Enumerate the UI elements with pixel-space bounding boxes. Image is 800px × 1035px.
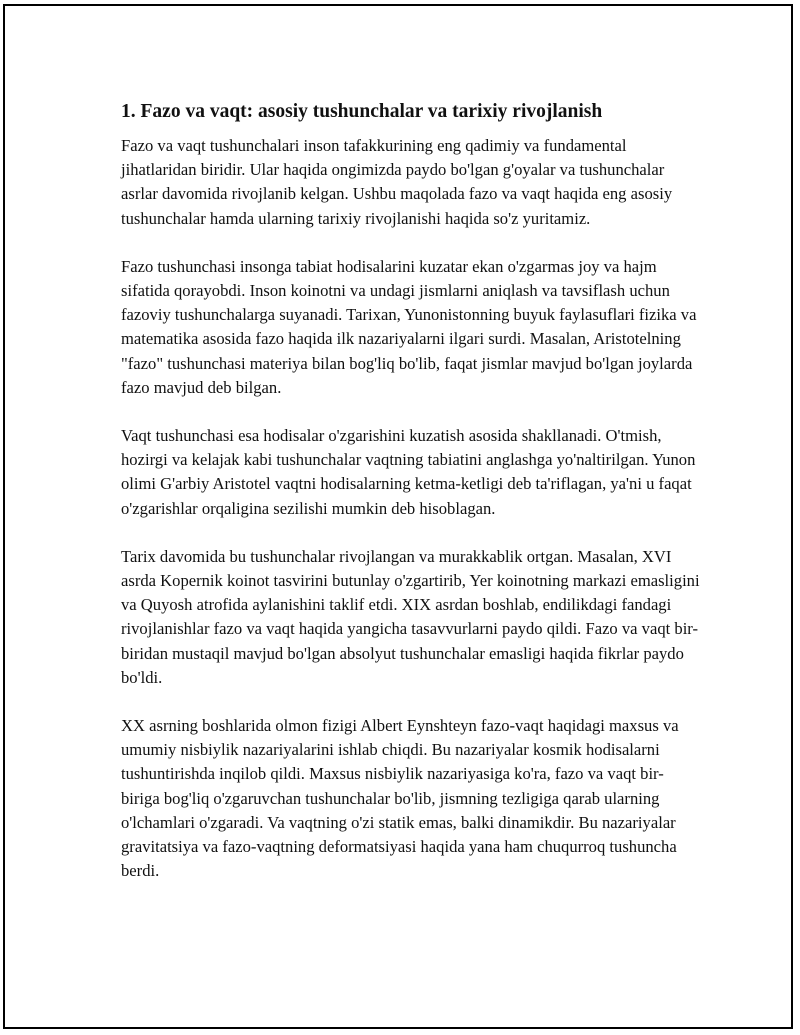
document-page xyxy=(3,4,793,1029)
paragraph-time: Vaqt tushunchasi esa hodisalar o'zgarishini kuzatish asosida shakllanadi. O'tmish, hozirgi va kelajak kabi tushunchalar vaqtning tabiatini anglashga yo'naltirilgan. Yunon olimi G'arbiy Aristotel vaqtni hodisalarning ketma-ketligi deb ta'riflagan, ya'ni u faqat o'zgarishlar orqaligina sezilishi mumkin deb hisoblagan. xyxy=(121,426,696,518)
paragraph-relativity: XX asrning boshlarida olmon fizigi Albert Eynshteyn fazo-vaqt haqidagi maxsus va umumiy nisbiylik nazariyalarini ishlab chiqdi. Bu nazariyalar kosmik hodisalarni tushuntirishda inqilob qildi. Maxsus nisbiylik nazariyasiga ko'ra, fazo va vaqt bir-biriga bog'liq o'zgaruvchan tushunchalar bo'lib, jismning tezligiga qarab ularning o'lchamlari o'zgaradi. Va vaqtning o'zi statik emas, balki dinamikdir. Bu nazariyalar gravitatsiya va fazo-vaqtning deformatsiyasi haqida yana ham chuqurroq tushuncha berdi. xyxy=(121,716,679,881)
document-body xyxy=(121,99,701,907)
paragraph-intro: Fazo va vaqt tushunchalari inson tafakkurining eng qadimiy va fundamental jihatlaridan biridir. Ular haqida ongimizda paydo bo'lgan g'oyalar va tushunchalar asrlar davomida rivojlanib kelgan. Ushbu maqolada fazo va vaqt haqida eng asosiy tushunchalar hamda ularning tarixiy rivojlanishi haqida so'z yuritamiz. xyxy=(121,136,673,228)
paragraph-space: Fazo tushunchasi insonga tabiat hodisalarini kuzatar ekan o'zgarmas joy va hajm sifatida qorayobdi. Inson koinotni va undagi jismlarni aniqlash va tavsiflash uchun fazoviy tushunchalarga suyanadi. Tarixan, Yunonistonning buyuk faylasuflari fizika va matematika asosida fazo haqida ilk nazariyalarni ilgari surdi. Masalan, Aristotelning "fazo" tushunchasi materiya bilan bog'liq bo'lib, faqat jismlar mavjud bo'lgan joylarda fazo mavjud deb bilgan. xyxy=(121,256,697,397)
paragraph-history: Tarix davomida bu tushunchalar rivojlangan va murakkablik ortgan. Masalan, XVI asrda Kopernik koinot tasvirini butunlay o'zgartirib, Yer koinotning markazi emasligini va Quyosh atrofida aylanishini taklif etdi. XIX asrdan boshlab, endilikdagi fandagi rivojlanishlar fazo va vaqt haqida yangicha tasavvurlarni paydo qildi. Fazo va vaqt bir-biridan mustaqil mavjud bo'lgan absolyut tushunchalar emasligi haqida fikrlar paydo bo'ldi. xyxy=(121,546,700,687)
section-title: 1. Fazo va vaqt: asosiy tushunchalar va tarixiy rivojlanish xyxy=(121,101,603,122)
